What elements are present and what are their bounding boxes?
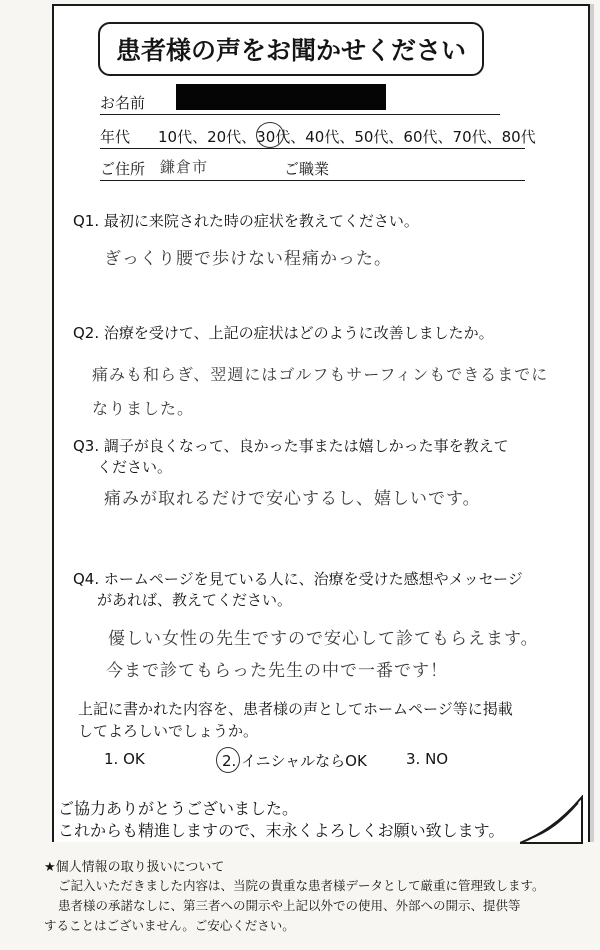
consent-selection-circle <box>216 747 240 773</box>
address-underline <box>100 180 525 181</box>
consent-text-1: 上記に書かれた内容を、患者様の声としてホームページ等に掲載 <box>78 700 513 718</box>
privacy-line-2: 患者様の承諾なしに、第三者への開示や上記以外での使用、外部への開示、提供等 <box>58 898 521 913</box>
age-options: 10代、20代、30代、40代、50代、60代、70代、80代 <box>158 128 536 146</box>
consent-option-initials: 2. イニシャルならOK <box>222 752 367 770</box>
page-curl-decoration <box>520 795 584 845</box>
form-title-box <box>98 22 484 76</box>
privacy-heading: ★個人情報の取り扱いについて <box>44 860 225 875</box>
consent-option-ok: 1. OK <box>104 750 145 768</box>
name-underline <box>100 114 500 115</box>
age-label: 年代 <box>100 128 131 146</box>
question-3: Q3. 調子が良くなって、良かった事または嬉しかった事を教えて <box>73 437 509 455</box>
age-underline <box>100 148 525 149</box>
privacy-line-3: することはございません。ご安心ください。 <box>44 918 295 933</box>
question-4: Q4. ホームページを見ている人に、治療を受けた感想やメッセージ <box>73 570 523 588</box>
consent-text-2: してよろしいでしょうか。 <box>78 722 259 740</box>
thanks-line-1: ご協力ありがとうございました。 <box>58 799 299 818</box>
address-handwritten: 鎌倉市 <box>160 158 209 176</box>
question-2: Q2. 治療を受けて、上記の症状はどのように改善しましたか。 <box>73 324 494 342</box>
age-selection-circle <box>256 122 284 148</box>
answer-1: ぎっくり腰で歩けない程痛かった。 <box>104 249 392 269</box>
answer-4-line-2: 今まで診てもらった先生の中で一番です！ <box>106 661 448 681</box>
name-redaction <box>176 84 386 110</box>
address-label: ご住所 <box>100 160 146 178</box>
thanks-line-2: これからも精進しますので、末永くよろしくお願い致します。 <box>58 821 505 840</box>
question-4-cont: があれば、教えてください。 <box>97 591 293 609</box>
occupation-label: ご職業 <box>284 160 330 178</box>
privacy-line-1: ご記入いただきました内容は、当院の貴重な患者様データとして厳重に管理致します。 <box>58 878 545 893</box>
answer-2-line-2: なりました。 <box>92 399 195 418</box>
answer-4-line-1: 優しい女性の先生ですので安心して診てもらえます。 <box>108 629 539 649</box>
answer-3: 痛みが取れるだけで安心するし、嬉しいです。 <box>104 489 481 509</box>
name-label: お名前 <box>100 94 146 112</box>
consent-option-no: 3. NO <box>406 750 449 768</box>
form-title: 患者様の声をお聞かせください <box>115 36 466 65</box>
answer-2-line-1: 痛みも和らぎ、翌週にはゴルフもサーフィンもできるまでに <box>92 365 549 384</box>
question-3-cont: ください。 <box>97 458 173 476</box>
question-1: Q1. 最初に来院された時の症状を教えてください。 <box>73 212 419 230</box>
